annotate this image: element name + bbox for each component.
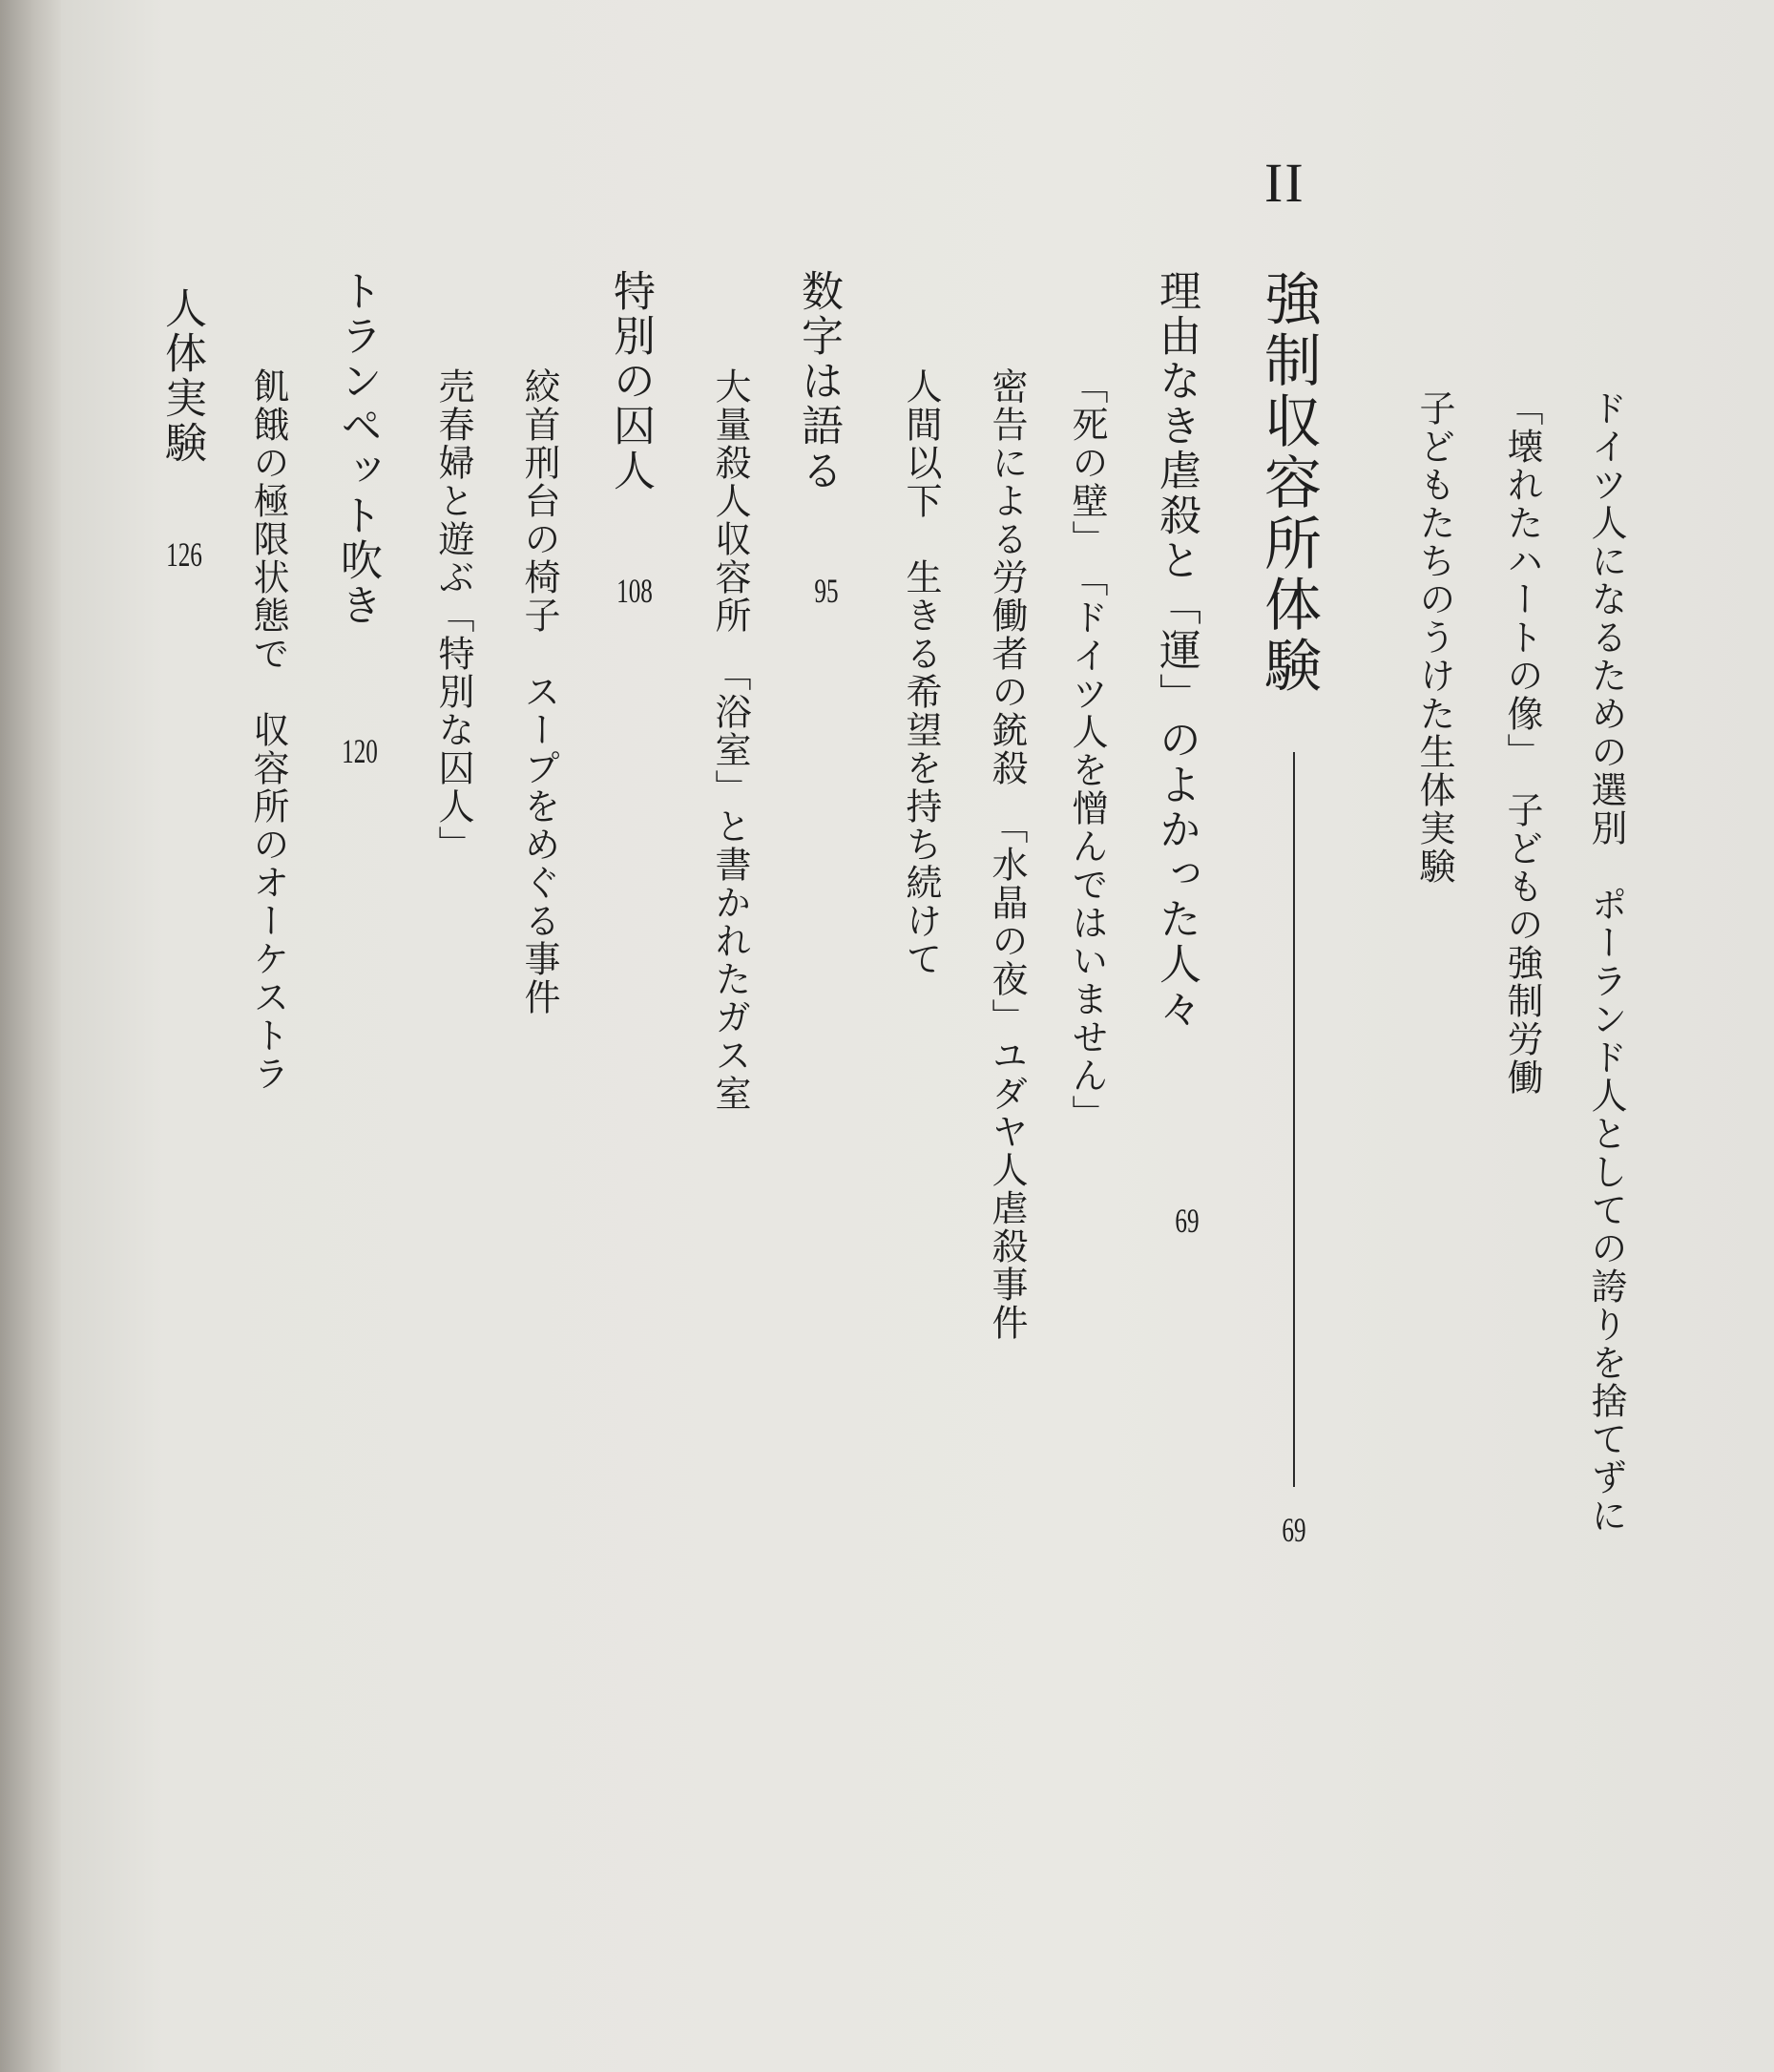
toc-entry-page: 120 xyxy=(342,732,378,770)
part-page-number: 69 xyxy=(1282,1511,1306,1549)
subtopic-line: 大量殺人収容所 「浴室」と書かれたガス室 xyxy=(709,367,751,1113)
subtopic-line: 絞首刑台の椅子 スープをめぐる事件 xyxy=(518,367,560,1016)
subtopic-line: 「死の壁」 「ドイツ人を憎んではいません」 xyxy=(1066,367,1108,1133)
subtopic-line: 「壊れたハートの像」 子どもの強制労働 xyxy=(1501,389,1543,1097)
part-title-rule xyxy=(1293,752,1295,1487)
toc-entry-title: 数字は語る xyxy=(794,269,843,493)
subtopic-line: 飢餓の極限状態で 収容所のオーケストラ xyxy=(247,367,289,1093)
toc-entry-page: 108 xyxy=(616,572,653,610)
subtopic-line: 人間以下 生きる希望を持ち続けて xyxy=(900,367,942,978)
toc-entry-title: 理由なき虐殺と「運」のよかった人々 xyxy=(1152,269,1200,1032)
toc-entry-page: 95 xyxy=(814,572,839,610)
toc-entry-page: 126 xyxy=(166,535,202,574)
subtopic-line: 売春婦と遊ぶ「特別な囚人」 xyxy=(432,367,474,864)
subtopic-line: 密告による労働者の銃殺 「水晶の夜」ユダヤ人虐殺事件 xyxy=(986,367,1028,1342)
toc-entry-title: 特別の囚人 xyxy=(606,269,655,493)
subtopic-line: ドイツ人になるための選別 ポーランド人としての誇りを捨てずに xyxy=(1585,389,1627,1535)
subtopic-line: 子どもたちのうけた生体実験 xyxy=(1413,389,1455,886)
toc-entry-title: 人体実験 xyxy=(157,286,206,466)
part-title: 強制収容所体験 xyxy=(1255,269,1322,697)
part-numeral: II xyxy=(1264,152,1305,214)
toc-entry-title: トランペット吹き xyxy=(333,269,382,628)
toc-entry-page: 69 xyxy=(1175,1202,1200,1240)
book-gutter xyxy=(0,0,61,2072)
